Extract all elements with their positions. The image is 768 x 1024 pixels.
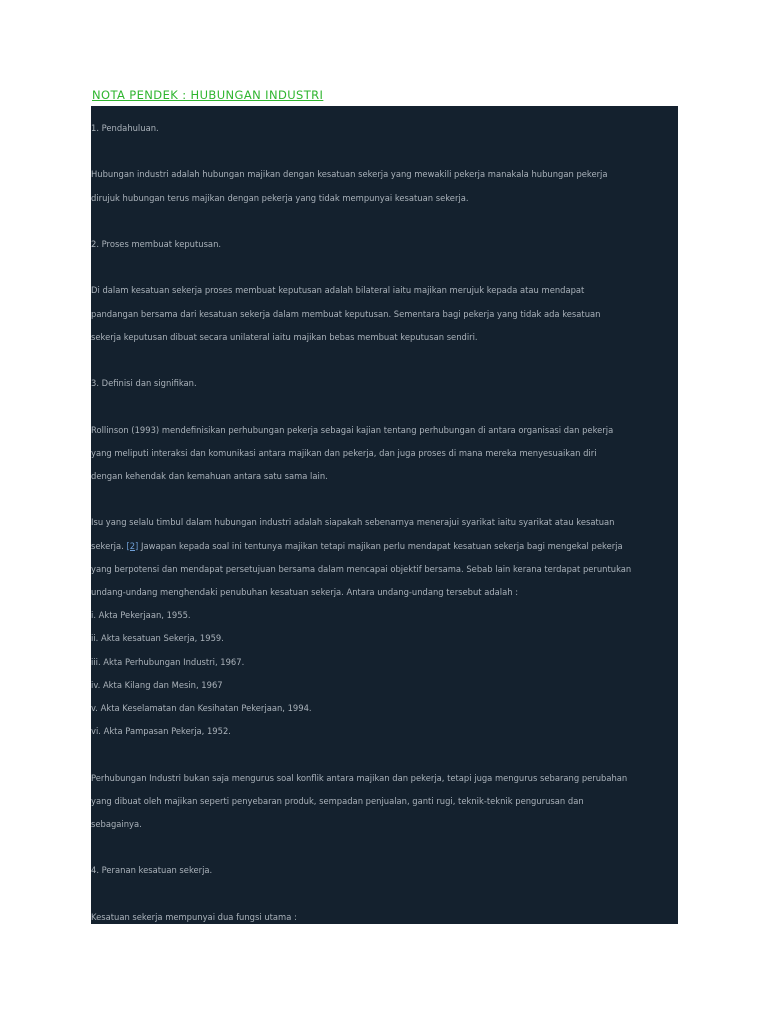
paragraph-line: dengan kehendak dan kemahuan antara satu sama lain. — [91, 470, 328, 481]
paragraph-line: dirujuk hubungan terus majikan dengan pekerja yang tidak mempunyai kesatuan sekerja. — [91, 192, 469, 203]
document-content-panel — [91, 106, 678, 924]
paragraph-line: pandangan bersama dari kesatuan sekerja dalam membuat keputusan. Sementara bagi pekerja yang tidak ada kesatuan — [91, 308, 601, 319]
act-list-item: i. Akta Pekerjaan, 1955. — [91, 610, 191, 621]
act-list-item: iii. Akta Perhubungan Industri, 1967. — [91, 656, 245, 667]
paragraph-line: yang meliputi interaksi dan komunikasi antara majikan dan pekerja, dan juga proses di mana mereka menyesuaikan diri — [91, 447, 597, 458]
act-list-item: iv. Akta Kilang dan Mesin, 1967 — [91, 679, 223, 690]
paragraph-line: sekerja keputusan dibuat secara unilateral iaitu majikan bebas membuat keputusan sendiri. — [91, 331, 478, 342]
line-suffix: Jawapan kepada soal ini tentunya majikan tetapi majikan perlu mendapat kesatuan sekerja bagi mengekal pekerja — [138, 540, 623, 551]
act-list-item: vi. Akta Pampasan Pekerja, 1952. — [91, 726, 231, 737]
paragraph-line: Kesatuan sekerja mempunyai dua fungsi utama : — [91, 911, 297, 922]
act-list-item: v. Akta Keselamatan dan Kesihatan Pekerjaan, 1994. — [91, 702, 312, 713]
paragraph-line: Hubungan industri adalah hubungan majikan dengan kesatuan sekerja yang mewakili pekerja manakala hubungan pekerja — [91, 169, 608, 180]
section-heading: 2. Proses membuat keputusan. — [91, 238, 222, 249]
section-heading: 1. Pendahuluan. — [91, 123, 159, 133]
paragraph-line: Isu yang selalu timbul dalam hubungan industri adalah siapakah sebenarnya menerajui syarikat iaitu syarikat atau kesatuan — [91, 517, 615, 528]
section-heading: 4. Peranan kesatuan sekerja. — [91, 865, 213, 876]
act-list-item: ii. Akta kesatuan Sekerja, 1959. — [91, 633, 224, 644]
paragraph-line: yang berpotensi dan mendapat persetujuan bersama dalam mencapai objektif bersama. Sebab lain kerana terdapat peruntukan — [91, 563, 632, 574]
footnote-reference-link[interactable]: [2] — [126, 540, 139, 551]
paragraph-line: Di dalam kesatuan sekerja proses membuat keputusan adalah bilateral iaitu majikan merujuk kepada atau mendapat — [91, 285, 585, 296]
paragraph-line: sebagainya. — [91, 818, 142, 829]
document-body — [91, 117, 678, 924]
paragraph-line: Perhubungan Industri bukan saja mengurus soal konflik antara majikan dan pekerja, tetapi juga mengurus sebarang perubahan — [91, 772, 628, 783]
line-prefix: sekerja. — [91, 540, 127, 551]
paragraph-line: undang-undang menghendaki penubuhan kesatuan sekerja. Antara undang-undang tersebut adalah : — [91, 586, 519, 597]
section-heading: 3. Definisi dan signifikan. — [91, 378, 197, 389]
paragraph-line: Rollinson (1993) mendefinisikan perhubungan pekerja sebagai kajian tentang perhubungan di antara organisasi dan pekerja — [91, 424, 614, 435]
paragraph-line-with-reference — [91, 535, 678, 558]
paragraph-line: yang dibuat oleh majikan seperti penyebaran produk, sempadan penjualan, ganti rugi, teknik-teknik pengurusan dan — [91, 795, 584, 806]
document-title: NOTA PENDEK : HUBUNGAN INDUSTRI — [92, 88, 324, 102]
